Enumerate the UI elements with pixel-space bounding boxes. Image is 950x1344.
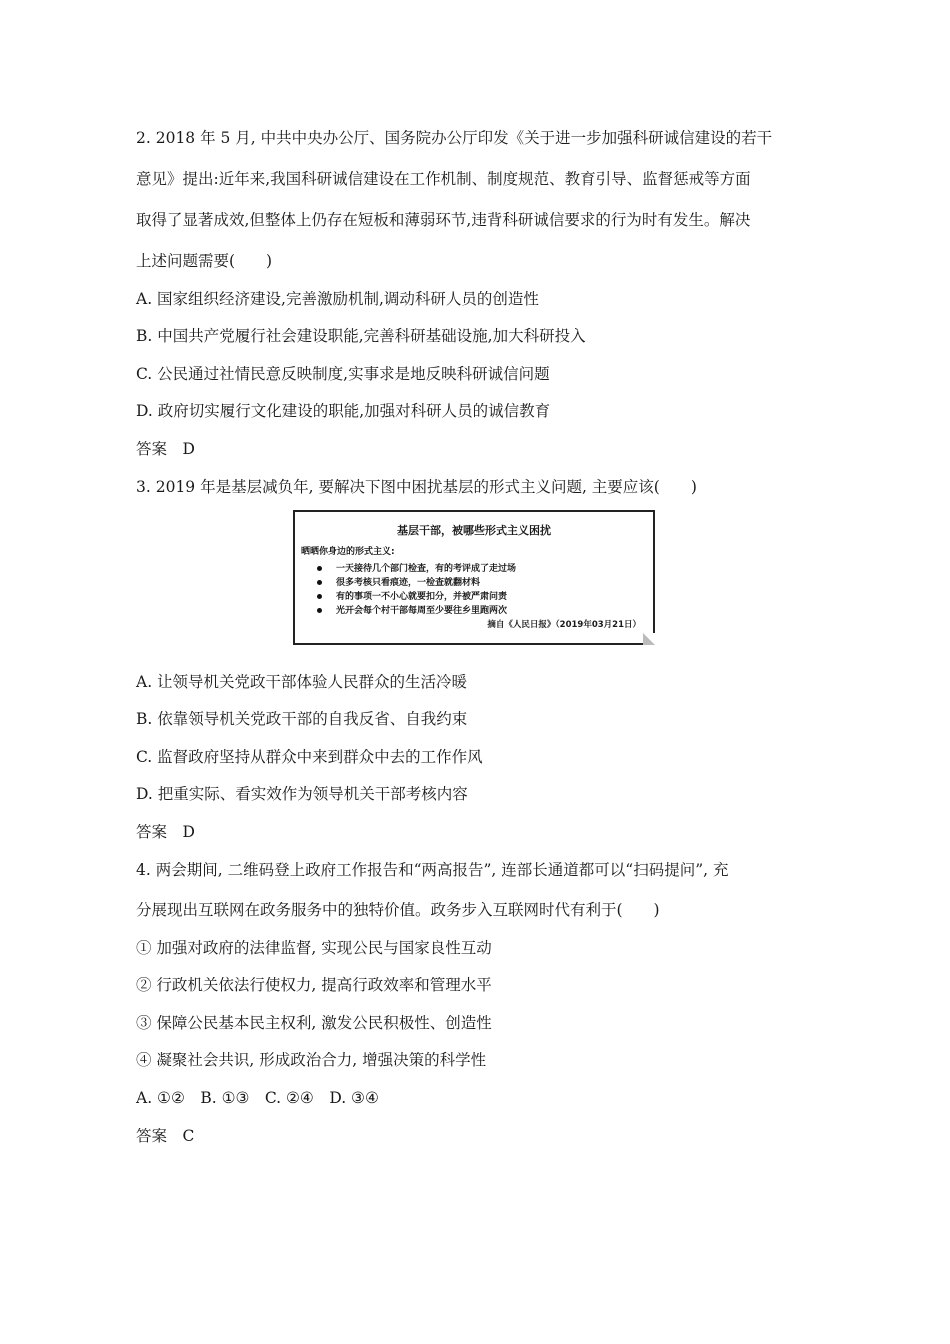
q4-item-3: ③ 保障公民基本民主权利, 激发公民积极性、创造性 (136, 1014, 492, 1032)
q3-option-a: A. 让领导机关党政干部体验人民群众的生活冷暖 (136, 673, 468, 691)
page-curl-icon (643, 633, 655, 645)
q2-stem-line-1: 2. 2018 年 5 月, 中共中央办公厅、国务院办公厅印发《关于进一步加强科研诚信建设的若干 (136, 129, 773, 147)
q3-stem: 3. 2019 年是基层减负年, 要解决下图中困扰基层的形式主义问题, 主要应该( ) (136, 478, 697, 496)
figure-bullet-text: 光开会每个村干部每周至少要往乡里跑两次 (336, 606, 508, 616)
q2-stem-line-2: 意见》提出:近年来,我国科研诚信建设在工作机制、制度规范、教育引导、监督惩戒等方面 (136, 170, 751, 188)
q2-answer: 答案 D (136, 440, 195, 458)
q4-item-2: ② 行政机关依法行使权力, 提高行政效率和管理水平 (136, 976, 492, 994)
q2-stem-line-4: 上述问题需要( ) (136, 252, 273, 270)
q2-stem-line-3: 取得了显著成效,但整体上仍存在短板和薄弱环节,违背科研诚信要求的行为时有发生。解决 (136, 211, 751, 229)
figure-bullet-text: 很多考核只看痕迹，一检查就翻材料 (336, 578, 481, 588)
q4-item-1: ① 加强对政府的法律监督, 实现公民与国家良性互动 (136, 939, 492, 957)
figure-title: 基层干部，被哪些形式主义困扰 (397, 524, 551, 537)
bullet-dot-icon (317, 594, 322, 599)
q3-option-b: B. 依靠领导机关党政干部的自我反省、自我约束 (136, 710, 468, 728)
figure-bullet-item (317, 561, 516, 574)
figure-bullet-text: 一天接待几个部门检查，有的考评成了走过场 (336, 564, 517, 574)
q3-option-c: C. 监督政府坚持从群众中来到群众中去的工作作风 (136, 748, 483, 766)
bullet-dot-icon (317, 580, 322, 585)
q4-stem-line-1: 4. 两会期间, 二维码登上政府工作报告和“两高报告”, 连部长通道都可以“扫码提问”, 充 (136, 861, 729, 879)
figure-source: 摘自《人民日报》（2019年03月21日） (487, 620, 641, 630)
bullet-dot-icon (317, 566, 322, 571)
q4-stem-line-2: 分展现出互联网在政务服务中的独特价值。政务步入互联网时代有利于( ) (136, 901, 660, 919)
q4-answer: 答案 C (136, 1127, 195, 1145)
q2-option-d: D. 政府切实履行文化建设的职能,加强对科研人员的诚信教育 (136, 402, 551, 420)
figure-bullet-item (317, 575, 480, 588)
q4-item-4: ④ 凝聚社会共识, 形成政治合力, 增强决策的科学性 (136, 1051, 487, 1069)
figure-intro: 晒晒你身边的形式主义: (301, 547, 395, 557)
q4-options: A. ①② B. ①③ C. ②④ D. ③④ (136, 1089, 379, 1107)
q3-figure-box (293, 510, 655, 645)
figure-bullet-item (317, 589, 507, 602)
figure-bullet-item (317, 603, 507, 616)
bullet-dot-icon (317, 608, 322, 613)
figure-bullet-text: 有的事项一不小心就要扣分，并被严肃问责 (336, 592, 508, 602)
q3-answer: 答案 D (136, 823, 195, 841)
q2-option-a: A. 国家组织经济建设,完善激励机制,调动科研人员的创造性 (136, 290, 539, 308)
q2-option-b: B. 中国共产党履行社会建设职能,完善科研基础设施,加大科研投入 (136, 327, 586, 345)
q3-option-d: D. 把重实际、看实效作为领导机关干部考核内容 (136, 785, 468, 803)
q2-option-c: C. 公民通过社情民意反映制度,实事求是地反映科研诚信问题 (136, 365, 550, 383)
